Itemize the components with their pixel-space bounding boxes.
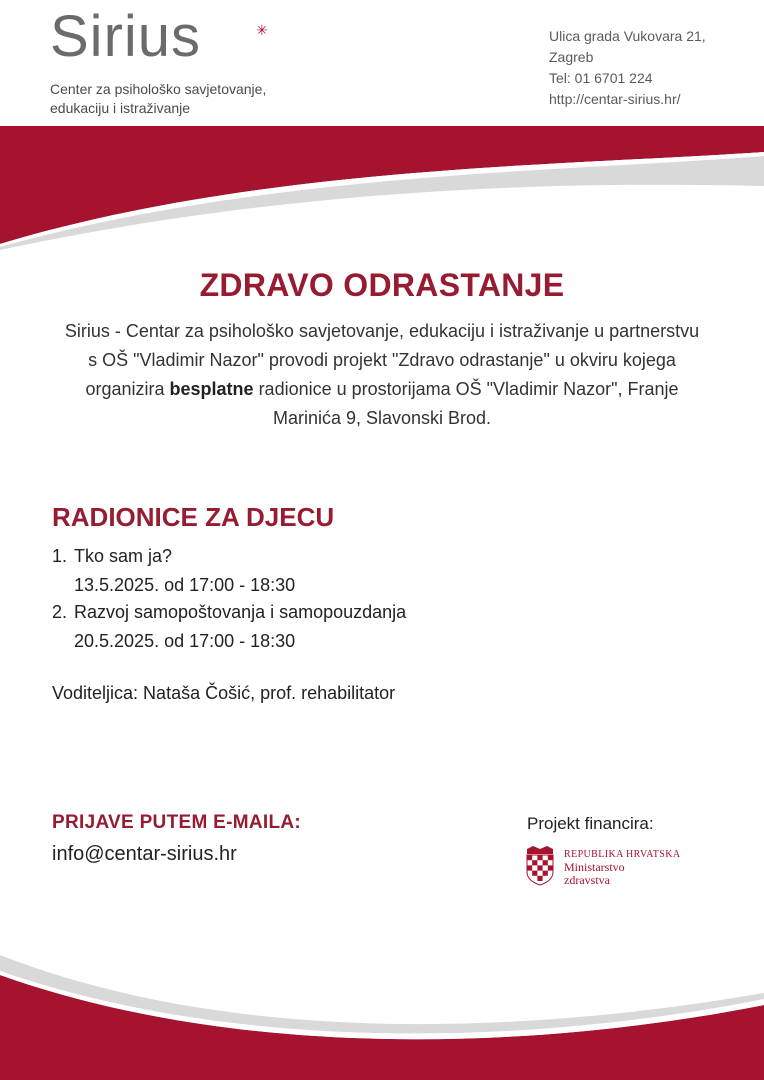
workshop-datetime: 20.5.2025. od 17:00 - 18:30 <box>74 631 296 651</box>
logo-star-icon: ✳ <box>256 22 268 38</box>
address-line2: Zagreb <box>549 49 594 65</box>
workshop-leader: Voditeljica: Nataša Čošić, prof. rehabilitator <box>52 683 396 703</box>
signup-email-link[interactable]: info@centar-sirius.hr <box>52 843 237 865</box>
intro-bold-free: besplatne <box>169 379 254 399</box>
ministry-name-line1: Ministarstvo <box>564 860 625 874</box>
workshop-number: 2. <box>52 602 68 622</box>
website-link[interactable]: http://centar-sirius.hr/ <box>549 91 681 107</box>
logo-subtitle <box>50 80 310 118</box>
workshop-title: Tko sam ja? <box>74 546 173 566</box>
intro-text-1: Sirius - Centar za psihološko savjetovanje, edukaciju i istraživanje u partnerstvu s OŠ "Vladimir Nazor" provodi projekt "Zdravo odrastanje" u okviru kojega organizira <box>64 321 700 399</box>
ministry-name-line2: zdravstva <box>564 873 610 887</box>
bottom-wave-decoration <box>0 935 764 1080</box>
workshop-item <box>52 542 295 600</box>
logo-subtitle-line1: Center za psihološko savjetovanje, <box>50 81 267 97</box>
intro-paragraph <box>62 317 702 433</box>
workshop-datetime: 13.5.2025. od 17:00 - 18:30 <box>74 575 296 595</box>
croatia-coat-of-arms-icon <box>524 846 556 886</box>
phone-number: Tel: 01 6701 224 <box>549 70 653 86</box>
workshop-number: 1. <box>52 546 68 566</box>
workshops-heading: RADIONICE ZA DJECU <box>52 502 335 532</box>
logo-subtitle-line2: edukaciju i istraživanje <box>50 100 191 116</box>
signup-heading: PRIJAVE PUTEM E-MAILA: <box>52 812 302 833</box>
ministry-logo-text <box>564 848 681 887</box>
ministry-country: REPUBLIKA HRVATSKA <box>564 849 681 860</box>
workshop-item <box>52 598 406 656</box>
address-line1: Ulica grada Vukovara 21, <box>549 28 706 44</box>
intro-text-2: radionice u prostorijama OŠ "Vladimir Nazor", Franje Marinića 9, Slavonski Brod. <box>253 379 679 428</box>
page-title: ZDRAVO ODRASTANJE <box>199 267 565 303</box>
funder-label: Projekt financira: <box>527 814 654 833</box>
sirius-logo-text: Sirius <box>50 4 202 69</box>
contact-address <box>549 26 754 110</box>
top-wave-decoration <box>0 126 764 256</box>
workshop-title: Razvoj samopoštovanja i samopouzdanja <box>74 602 407 622</box>
